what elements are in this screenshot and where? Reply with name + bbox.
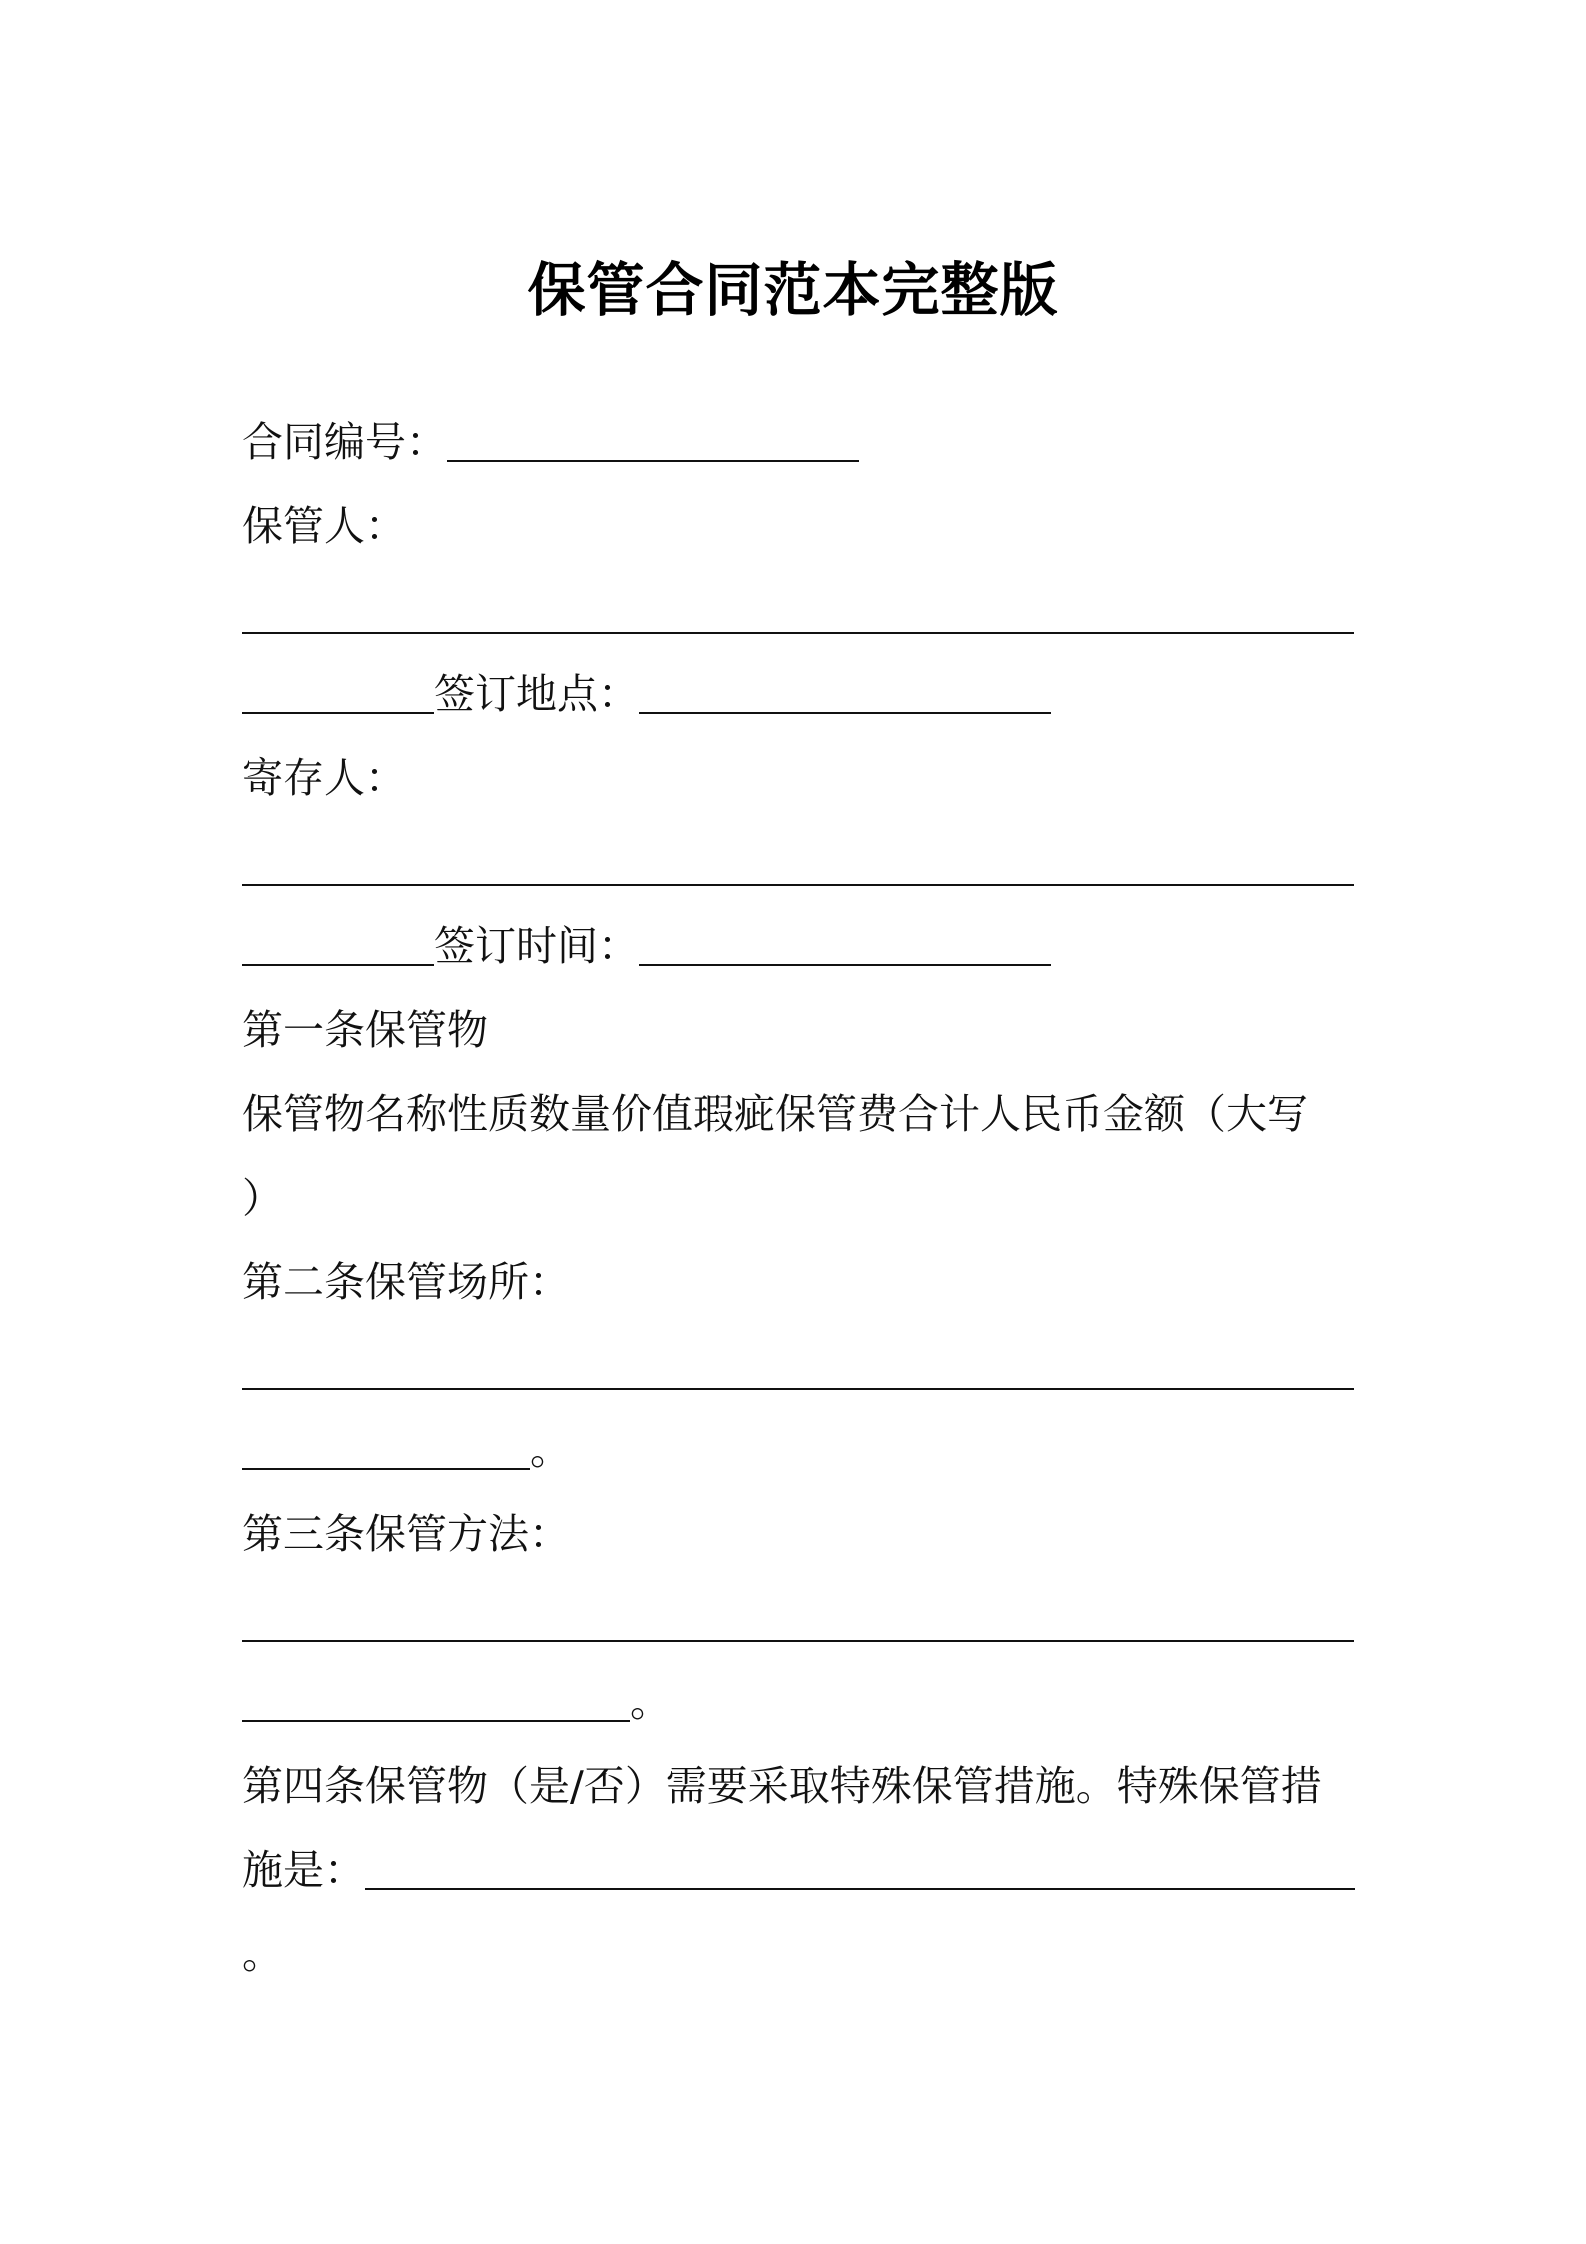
article-4-text: 第四条保管物（是/否）需要采取特殊保管措施。特殊保管措	[242, 1762, 1322, 1810]
depositor-blank-row	[242, 820, 1362, 904]
contract-number-label: 合同编号：	[242, 418, 447, 466]
article-2-end-row	[242, 1408, 1362, 1492]
custodian-label: 保管人：	[242, 502, 406, 550]
depositor-row	[242, 736, 1362, 820]
article-4-end-row	[242, 1912, 1362, 1996]
document-title: 保管合同范本完整版	[527, 256, 1059, 324]
article-3-blank-continued	[242, 1660, 630, 1722]
contract-body	[242, 400, 1362, 1996]
article-4-line2	[242, 1828, 1362, 1912]
signing-place-blank	[639, 652, 1051, 714]
article-2-blank	[242, 1388, 1354, 1390]
article-1-text: 保管物名称性质数量价值瑕疵保管费合计人民币金额（大写	[242, 1090, 1308, 1138]
article-3-blank	[242, 1640, 1354, 1642]
article-4-measure-blank	[365, 1828, 1355, 1890]
custodian-blank	[242, 632, 1354, 634]
custodian-blank-row	[242, 568, 1362, 652]
article-1-text-line2	[242, 1156, 1362, 1240]
signing-time-blank	[639, 904, 1051, 966]
article-1-title	[242, 988, 1362, 1072]
article-3-title	[242, 1492, 1362, 1576]
article-2-blank-continued	[242, 1408, 530, 1470]
signing-place-label: 签订地点：	[434, 670, 639, 718]
article-4-measure-label: 施是：	[242, 1846, 365, 1894]
contract-number-row	[242, 400, 1362, 484]
article-2-period: 。	[530, 1426, 571, 1474]
depositor-label: 寄存人：	[242, 754, 406, 802]
article-3-title-text: 第三条保管方法：	[242, 1510, 570, 1558]
article-2-blank-row	[242, 1324, 1362, 1408]
article-3-blank-row	[242, 1576, 1362, 1660]
signing-time-label: 签订时间：	[434, 922, 639, 970]
article-4-line1	[242, 1744, 1362, 1828]
article-2-title	[242, 1240, 1362, 1324]
article-1-title-text: 第一条保管物	[242, 1006, 488, 1054]
custodian-row	[242, 484, 1362, 568]
depositor-blank	[242, 884, 1354, 886]
depositor-blank-continued	[242, 904, 434, 966]
article-4-period: 。	[242, 1930, 283, 1978]
signing-time-row	[242, 904, 1362, 988]
article-2-title-text: 第二条保管场所：	[242, 1258, 570, 1306]
signing-place-row	[242, 652, 1362, 736]
article-1-closing-paren: ）	[242, 1174, 283, 1222]
article-3-period: 。	[630, 1678, 671, 1726]
article-1-text-line1	[242, 1072, 1362, 1156]
custodian-blank-continued	[242, 652, 434, 714]
article-3-end-row	[242, 1660, 1362, 1744]
contract-number-blank	[447, 400, 859, 462]
